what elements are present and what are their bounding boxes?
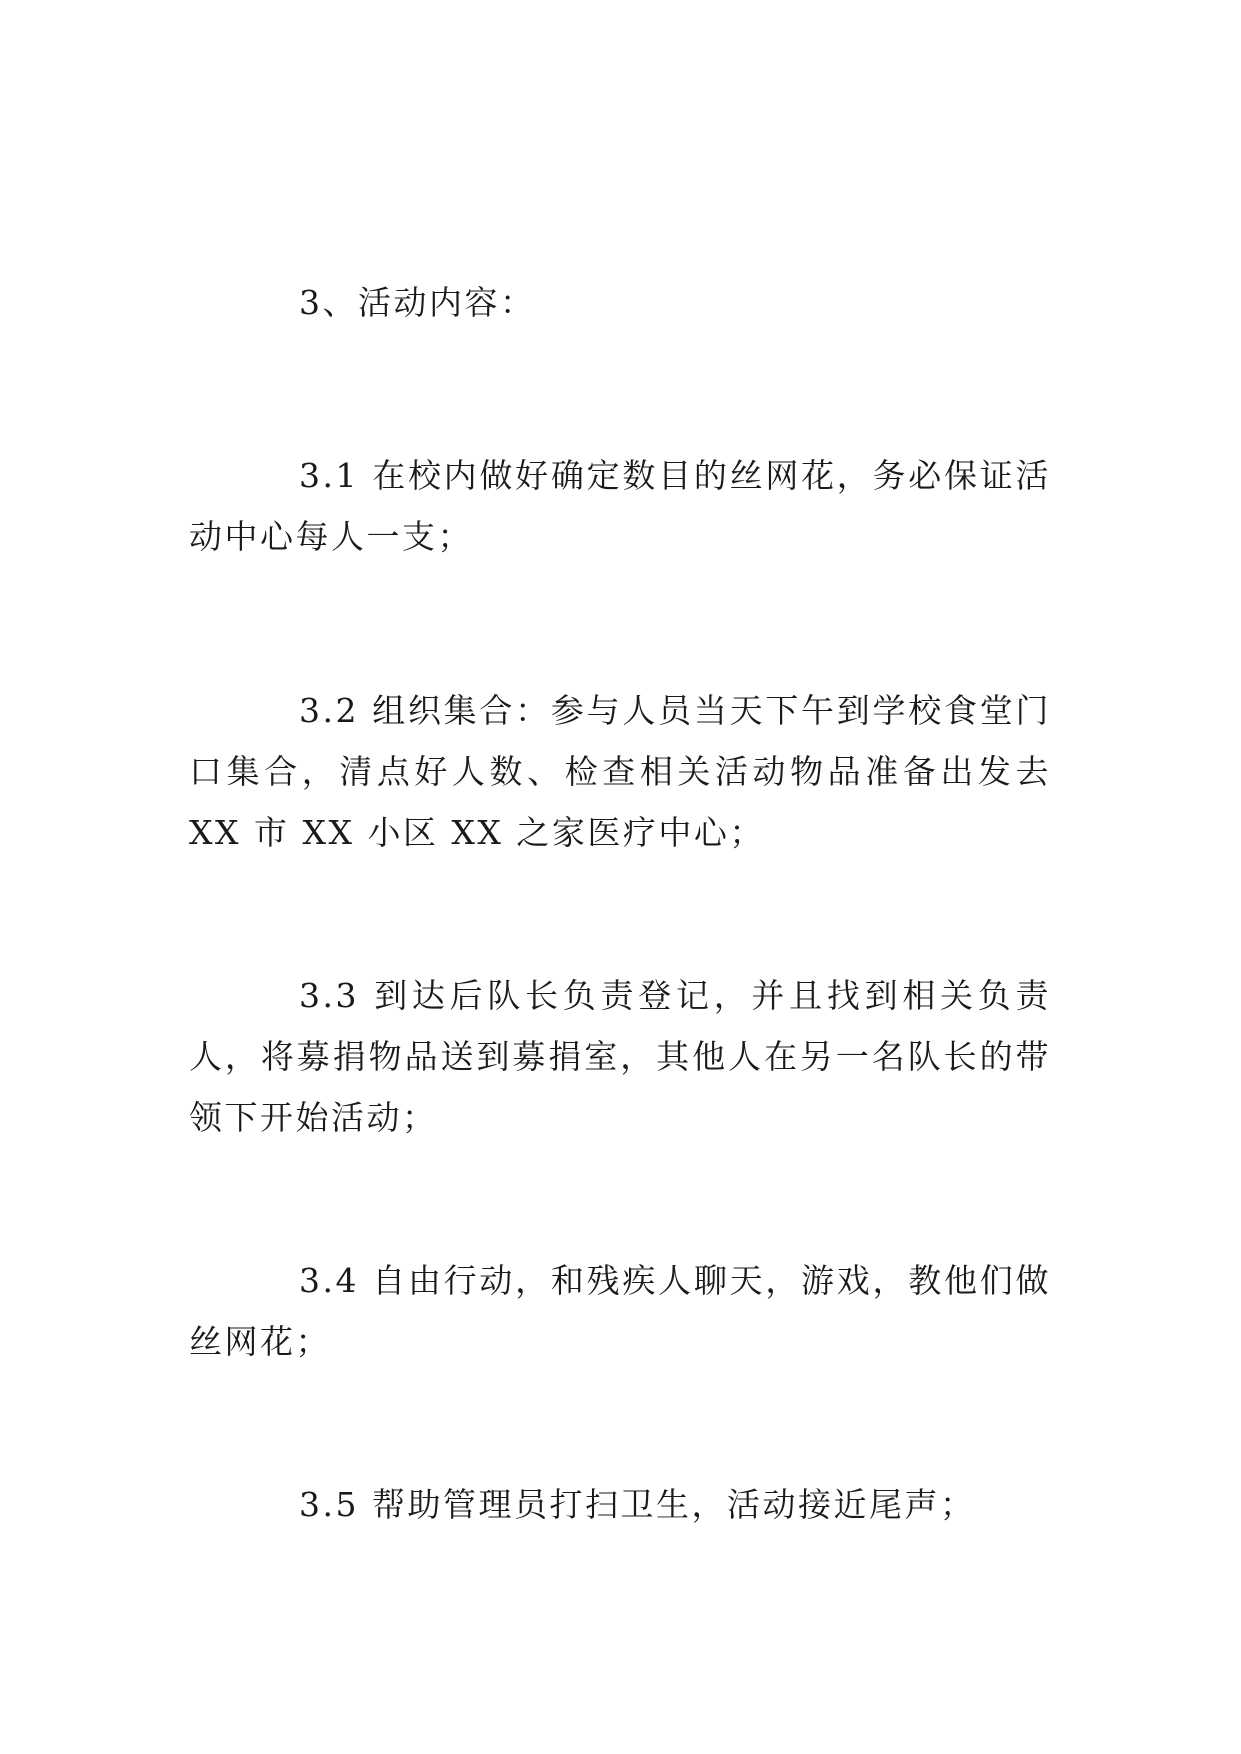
list-item-3-2: 3.2 组织集合：参与人员当天下午到学校食堂门口集合，清点好人数、检查相关活动物品准备出发去 XX 市 XX 小区 XX 之家医疗中心； [189,691,1051,852]
list-item-3-1: 3.1 在校内做好确定数目的丝网花，务必保证活动中心每人一支； [189,456,1051,556]
section-heading: 3、活动内容： [299,283,536,322]
list-item-3-3: 3.3 到达后队长负责登记，并且找到相关负责人，将募捐物品送到募捐室，其他人在另一名队长的带领下开始活动； [189,976,1051,1137]
list-item-3-4: 3.4 自由行动，和残疾人聊天，游戏，教他们做丝网花； [189,1261,1051,1361]
list-item-3-5: 3.5 帮助管理员打扫卫生，活动接近尾声； [299,1485,976,1524]
